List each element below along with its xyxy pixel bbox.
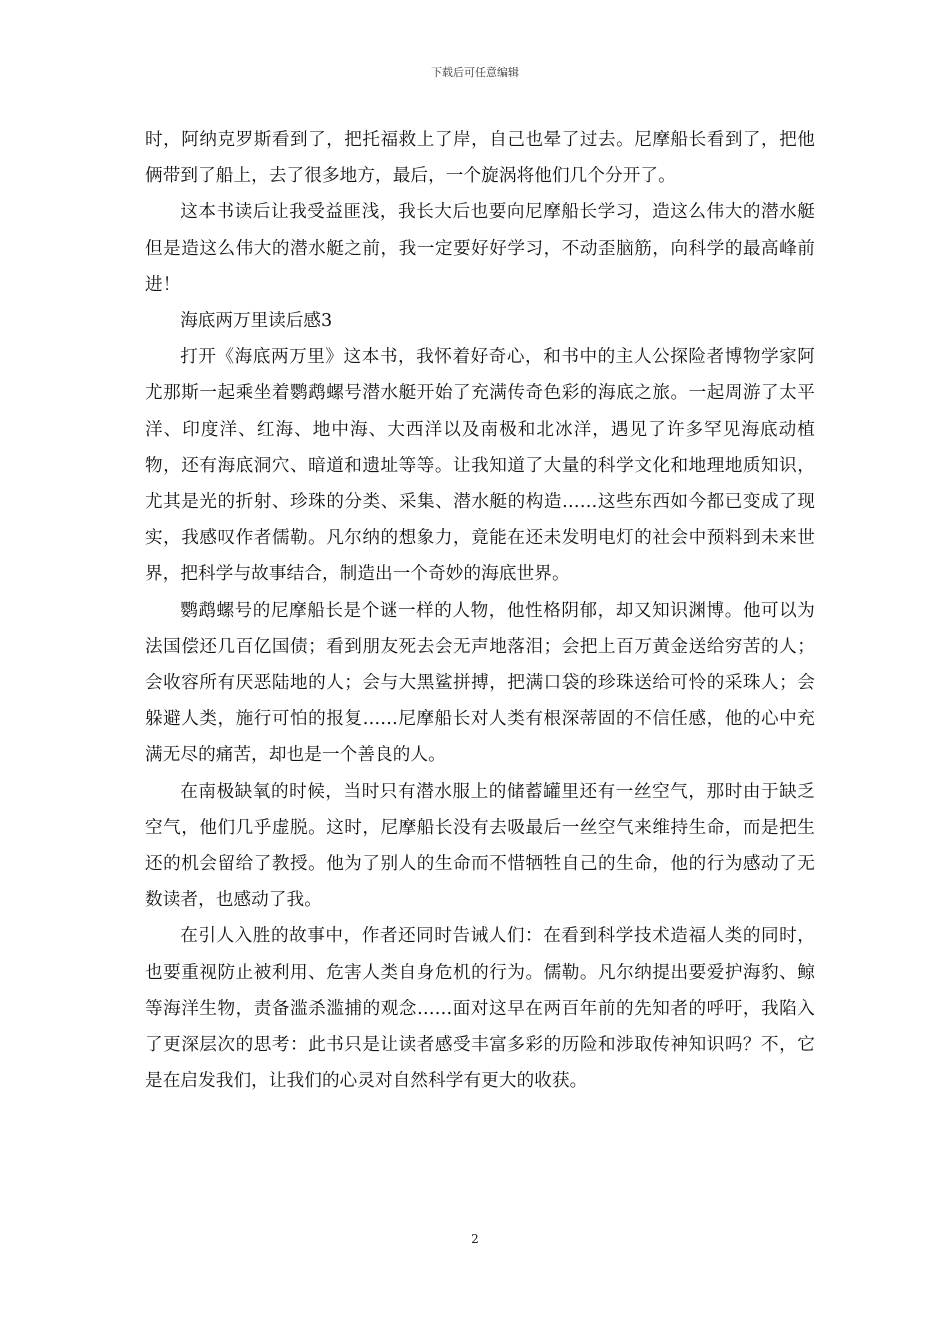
- document-body: [145, 122, 815, 1099]
- paragraph: 在引人入胜的故事中，作者还同时告诫人们：在看到科学技术造福人类的同时，也要重视防止被利用、危害人类自身危机的行为。儒勒。凡尔纳提出要爱护海豹、鲸等海洋生物，责备滥杀滥捕的观念……面对这早在两百年前的先知者的呼吁，我陷入了更深层次的思考：此书只是让读者感受丰富多彩的历险和涉取传神知识吗？不，它是在启发我们，让我们的心灵对自然科学有更大的收获。: [145, 926, 815, 1092]
- paragraph: 打开《海底两万里》这本书，我怀着好奇心，和书中的主人公探险者博物学家阿尤那斯一起乘坐着鹦鹉螺号潜水艇开始了充满传奇色彩的海底之旅。一起周游了太平洋、印度洋、红海、地中海、大西洋以及南极和北冰洋，遇见了许多罕见海底动植物，还有海底洞穴、暗道和遗址等等。让我知道了大量的科学文化和地理地质知识，尤其是光的折射、珍珠的分类、采集、潜水艇的构造……这些东西如今都已变成了现实，我感叹作者儒勒。凡尔纳的想象力，竟能在还未发明电灯的社会中预料到未来世界，把科学与故事结合，制造出一个奇妙的海底世界。: [145, 347, 815, 585]
- page-number: 2: [471, 1232, 479, 1246]
- paragraph: 在南极缺氧的时候，当时只有潜水服上的储蓄罐里还有一丝空气，那时由于缺乏空气，他们几乎虚脱。这时，尼摩船长没有去吸最后一丝空气来维持生命，而是把生还的机会留给了教授。他为了别人的生命而不惜牺牲自己的生命，他的行为感动了无数读者，也感动了我。: [145, 781, 815, 911]
- paragraph: 这本书读后让我受益匪浅，我长大后也要向尼摩船长学习，造这么伟大的潜水艇但是造这么伟大的潜水艇之前，我一定要好好学习，不动歪脑筋，向科学的最高峰前进！: [145, 202, 815, 295]
- paragraph-continuation: 时，阿纳克罗斯看到了，把托福救上了岸，自己也晕了过去。尼摩船长看到了，把他俩带到了船上，去了很多地方，最后，一个旋涡将他们几个分开了。: [145, 130, 815, 187]
- paragraph: 鹦鹉螺号的尼摩船长是个谜一样的人物，他性格阴郁，却又知识渊博。他可以为法国偿还几百亿国债；看到朋友死去会无声地落泪；会把上百万黄金送给穷苦的人；会收容所有厌恶陆地的人；会与大黑鲨拼搏，把满口袋的珍珠送给可怜的采珠人；会躲避人类，施行可怕的报复……尼摩船长对人类有根深蒂固的不信任感，他的心中充满无尽的痛苦，却也是一个善良的人。: [145, 600, 815, 766]
- page-header: 下载后可任意编辑: [431, 66, 519, 79]
- section-heading: 海底两万里读后感3: [180, 311, 333, 332]
